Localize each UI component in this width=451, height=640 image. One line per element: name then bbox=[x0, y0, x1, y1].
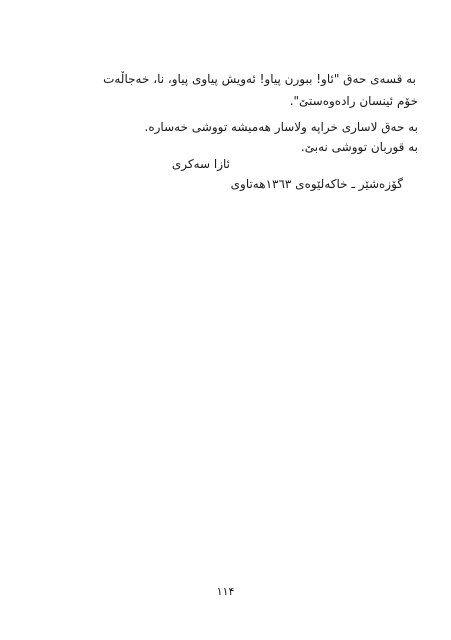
poem-line-1: بە قسەی حەق "ئاو! ببورن پیاو! ئەویش پیاوی پیاو، نا، خەجاڵەت bbox=[103, 72, 416, 86]
poem-line-2: خۆم ئینسان رادەوەستێ". bbox=[289, 94, 418, 108]
poem-line-4: بە قوربان تووشی نەبێ. bbox=[300, 140, 418, 154]
page-number: ١١۴ bbox=[216, 585, 235, 598]
poem-line-3: بە حەق لاساری خراپە ولاسار هەمیشە تووشی خەسارە. bbox=[144, 120, 418, 134]
place-and-date: گۆزەشێر ـ خاکەلێوەی ١٣٦٣هەتاوی bbox=[230, 177, 403, 191]
author-name: ئازا سەکری bbox=[171, 157, 230, 171]
